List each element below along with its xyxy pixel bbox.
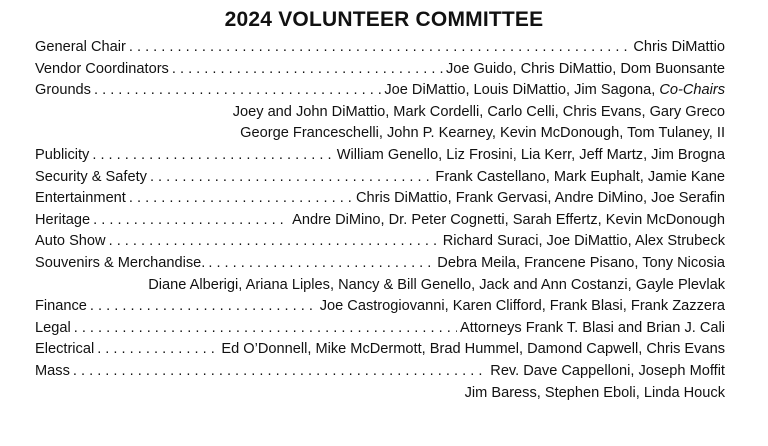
page-title: 2024 VOLUNTEER COMMITTEE xyxy=(224,8,544,31)
role-label: Mass xyxy=(35,362,70,379)
member-names: Joe Guido, Chris DiMattio, Dom Buonsante xyxy=(445,60,725,77)
committee-row xyxy=(35,296,725,318)
committee-row xyxy=(35,59,725,81)
member-names: Rev. Dave Cappelloni, Joseph Moffit xyxy=(490,362,725,379)
member-names: Richard Suraci, Joe DiMattio, Alex Strubeck xyxy=(442,233,725,250)
dot-leader xyxy=(93,210,289,232)
member-names: Attorneys Frank T. Blasi and Brian J. Cali xyxy=(460,319,725,336)
member-names: Andre DiMino, Dr. Peter Cognetti, Sarah Effertz, Kevin McDonough xyxy=(292,211,725,228)
member-names: Debra Meila, Francene Pisano, Tony Nicosia xyxy=(437,254,725,271)
dot-leader xyxy=(73,361,487,383)
role-label: Grounds xyxy=(35,82,91,99)
role-label: Vendor Coordinators xyxy=(35,60,169,77)
committee-row xyxy=(35,361,725,383)
role-label: Finance xyxy=(35,298,87,315)
dot-leader xyxy=(129,37,631,59)
committee-row xyxy=(35,37,725,59)
member-names: Chris DiMattio xyxy=(633,39,725,55)
co-chairs-note: Co-Chairs xyxy=(659,82,725,99)
dot-leader xyxy=(92,145,333,167)
committee-row xyxy=(35,318,725,340)
member-names-text: Joe DiMattio, Louis DiMattio, Jim Sagona, xyxy=(384,82,660,99)
role-label: Publicity xyxy=(35,146,90,163)
committee-list xyxy=(35,37,725,404)
role-label: General Chair xyxy=(35,39,126,55)
role-label: Heritage xyxy=(35,211,91,228)
committee-row xyxy=(35,80,725,102)
committee-row xyxy=(35,167,725,189)
committee-row xyxy=(35,231,725,253)
dot-leader xyxy=(94,80,381,102)
dot-leader xyxy=(208,253,434,275)
role-label: Auto Show xyxy=(35,233,106,250)
member-names: William Genello, Liz Frosini, Lia Kerr, Jeff Martz, Jim Brogna xyxy=(336,146,725,163)
dot-leader xyxy=(74,318,457,340)
member-names: Ed O’Donnell, Mike McDermott, Brad Hummel, Damond Capwell, Chris Evans xyxy=(221,341,725,358)
committee-row xyxy=(35,339,725,361)
continuation-line: Joey and John DiMattio, Mark Cordelli, Carlo Celli, Chris Evans, Gary Greco xyxy=(232,103,725,120)
dot-leader xyxy=(150,167,432,189)
dot-leader xyxy=(90,296,317,318)
role-label: Security & Safety xyxy=(35,168,147,185)
dot-leader xyxy=(172,59,443,81)
member-names: Frank Castellano, Mark Euphalt, Jamie Kane xyxy=(435,168,725,185)
dot-leader xyxy=(97,339,218,361)
dot-leader xyxy=(109,231,440,253)
dot-leader xyxy=(129,188,353,210)
committee-row xyxy=(35,253,725,275)
member-names: Joe Castrogiovanni, Karen Clifford, Frank Blasi, Frank Zazzera xyxy=(319,298,725,315)
role-label: Souvenirs & Merchandise. xyxy=(35,254,206,271)
role-label: Entertainment xyxy=(35,190,126,207)
member-names xyxy=(384,80,725,102)
continuation-line: Jim Baress, Stephen Eboli, Linda Houck xyxy=(464,384,725,401)
role-label: Legal xyxy=(35,319,71,336)
role-label: Electrical xyxy=(35,341,95,358)
continuation-line: George Franceschelli, John P. Kearney, Kevin McDonough, Tom Tulaney, II xyxy=(240,125,725,142)
continuation-line: Diane Alberigi, Ariana Liples, Nancy & Bill Genello, Jack and Ann Costanzi, Gayle Plevlak xyxy=(148,276,725,293)
committee-row xyxy=(35,210,725,232)
member-names: Chris DiMattio, Frank Gervasi, Andre DiMino, Joe Serafin xyxy=(355,190,725,207)
committee-row xyxy=(35,188,725,210)
committee-row xyxy=(35,145,725,167)
